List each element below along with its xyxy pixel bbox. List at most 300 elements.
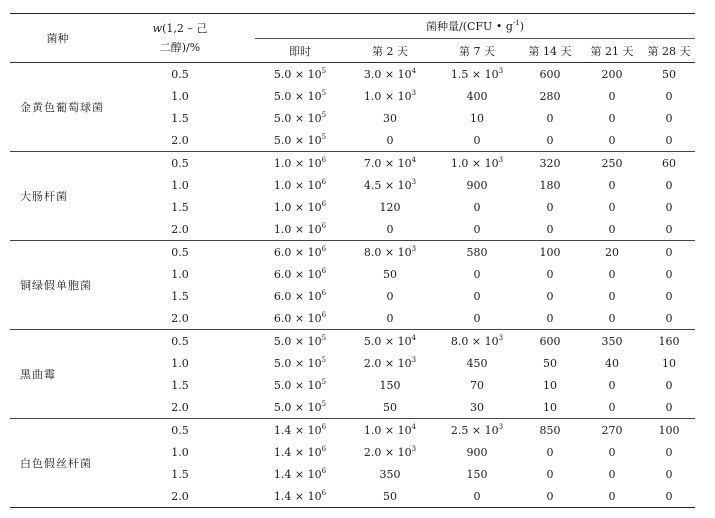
species-name: 白色假丝杆菌	[10, 419, 105, 508]
count-cell	[255, 352, 345, 374]
concentration-cell: 1.5	[171, 111, 189, 125]
count-exponent: 4	[411, 155, 417, 164]
count-value: 5.0 × 10	[363, 334, 412, 348]
count-value: 450	[466, 356, 488, 370]
count-value: 270	[601, 423, 623, 437]
count-exponent: 5	[321, 110, 327, 119]
count-cell	[519, 129, 581, 152]
count-value: 0	[665, 89, 673, 103]
count-value: 1.0 × 10	[273, 200, 322, 214]
count-value: 1.0 × 10	[450, 156, 499, 170]
count-value: 0	[665, 200, 673, 214]
count-cell	[345, 352, 435, 374]
count-cell	[519, 174, 581, 196]
concentration-cell: 2.0	[105, 307, 255, 330]
concentration-cell: 1.5	[171, 467, 189, 481]
header-count-close: )	[519, 20, 524, 33]
concentration-cell: 1.0	[171, 356, 189, 370]
concentration-cell: 0.5	[171, 423, 189, 437]
count-cell	[581, 174, 643, 196]
count-value: 40	[605, 356, 619, 370]
count-value: 320	[539, 156, 561, 170]
header-day: 第 28 天	[643, 39, 695, 63]
count-value: 0	[608, 178, 616, 192]
count-cell	[519, 330, 581, 353]
count-value: 1.4 × 10	[273, 467, 322, 481]
count-value: 0	[608, 111, 616, 125]
table-row	[10, 263, 695, 285]
count-value: 50	[383, 267, 397, 281]
count-cell	[581, 218, 643, 241]
count-value: 1.4 × 10	[273, 445, 322, 459]
count-value: 2.0 × 10	[363, 445, 412, 459]
table-row	[10, 63, 695, 86]
count-cell	[345, 196, 435, 218]
count-value: 30	[470, 400, 484, 414]
count-cell	[519, 441, 581, 463]
count-value: 200	[601, 67, 623, 81]
count-cell	[581, 241, 643, 264]
header-species: 菌种	[10, 14, 105, 63]
concentration-cell: 1.0	[171, 445, 189, 459]
table-row	[10, 419, 695, 442]
count-cell	[643, 218, 695, 241]
count-value: 350	[601, 334, 623, 348]
count-cell	[581, 330, 643, 353]
header-day: 第 7 天	[435, 39, 519, 63]
count-cell	[581, 129, 643, 152]
count-value: 5.0 × 10	[273, 111, 322, 125]
concentration-cell: 1.5	[171, 378, 189, 392]
table-row	[10, 174, 695, 196]
count-value: 0	[608, 289, 616, 303]
count-exponent: 3	[411, 444, 417, 453]
count-cell	[435, 218, 519, 241]
species-name: 铜绿假单胞菌	[10, 241, 105, 330]
count-cell	[643, 196, 695, 218]
count-value: 30	[383, 111, 397, 125]
count-value: 400	[466, 89, 488, 103]
count-cell	[435, 129, 519, 152]
count-exponent: 3	[498, 155, 504, 164]
count-value: 8.0 × 10	[450, 334, 499, 348]
count-cell	[255, 196, 345, 218]
count-cell	[255, 441, 345, 463]
count-cell	[255, 152, 345, 175]
count-exponent: 4	[411, 66, 417, 75]
count-value: 0	[473, 489, 481, 503]
count-cell	[519, 85, 581, 107]
count-cell	[345, 419, 435, 442]
count-exponent: 6	[321, 310, 327, 319]
concentration-cell: 2.0	[105, 129, 255, 152]
count-exponent: 6	[321, 177, 327, 186]
count-exponent: 6	[321, 199, 327, 208]
table-row	[10, 441, 695, 463]
count-value: 2.0 × 10	[363, 356, 412, 370]
count-value: 6.0 × 10	[273, 311, 322, 325]
count-value: 1.4 × 10	[273, 489, 322, 503]
count-cell	[581, 196, 643, 218]
count-cell	[581, 152, 643, 175]
count-cell	[519, 107, 581, 129]
table-row	[10, 107, 695, 129]
count-exponent: 5	[321, 132, 327, 141]
table-row	[10, 196, 695, 218]
count-value: 50	[383, 400, 397, 414]
count-value: 0	[665, 133, 673, 147]
count-value: 0	[665, 467, 673, 481]
count-value: 580	[466, 245, 488, 259]
count-cell	[435, 241, 519, 264]
count-exponent: 5	[321, 399, 327, 408]
table-row	[10, 129, 695, 152]
count-cell	[435, 330, 519, 353]
count-value: 0	[665, 222, 673, 236]
count-cell	[643, 441, 695, 463]
count-cell	[435, 374, 519, 396]
count-cell	[581, 463, 643, 485]
concentration-cell: 0.5	[171, 67, 189, 81]
count-cell	[345, 396, 435, 419]
count-cell	[255, 285, 345, 307]
count-cell	[519, 463, 581, 485]
count-cell	[255, 107, 345, 129]
count-value: 120	[379, 200, 401, 214]
count-cell	[519, 285, 581, 307]
header-day: 第 21 天	[581, 39, 643, 63]
count-cell	[519, 196, 581, 218]
count-value: 6.0 × 10	[273, 245, 322, 259]
count-cell	[643, 152, 695, 175]
count-cell	[519, 307, 581, 330]
count-value: 0	[546, 311, 554, 325]
count-cell	[255, 263, 345, 285]
count-value: 900	[466, 445, 488, 459]
table-row	[10, 374, 695, 396]
table-row	[10, 152, 695, 175]
count-cell	[435, 352, 519, 374]
header-conc-line2: 二醇)/%	[159, 41, 201, 54]
count-exponent: 6	[321, 288, 327, 297]
table-row	[10, 330, 695, 353]
species-name: 黑曲霉	[10, 330, 105, 419]
table-row	[10, 285, 695, 307]
count-cell	[643, 463, 695, 485]
count-exponent: 6	[321, 466, 327, 475]
count-cell	[643, 129, 695, 152]
table-body	[10, 63, 695, 508]
count-cell	[255, 63, 345, 86]
count-value: 0	[473, 133, 481, 147]
data-table-container	[10, 13, 695, 508]
table-row	[10, 485, 695, 508]
count-cell	[581, 419, 643, 442]
count-cell	[581, 107, 643, 129]
count-cell	[255, 419, 345, 442]
count-value: 0	[608, 378, 616, 392]
concentration-cell: 1.5	[171, 289, 189, 303]
count-cell	[435, 419, 519, 442]
count-exponent: 5	[321, 66, 327, 75]
count-value: 100	[658, 423, 680, 437]
count-cell	[519, 263, 581, 285]
count-cell	[581, 441, 643, 463]
count-value: 0	[608, 133, 616, 147]
count-cell	[519, 419, 581, 442]
count-value: 1.0 × 10	[363, 89, 412, 103]
header-count-exp: -1	[512, 19, 520, 27]
concentration-cell: 2.0	[105, 218, 255, 241]
count-value: 0	[608, 311, 616, 325]
count-cell	[519, 152, 581, 175]
count-value: 1.0 × 10	[273, 178, 322, 192]
count-cell	[519, 241, 581, 264]
count-cell	[519, 485, 581, 508]
count-cell	[345, 129, 435, 152]
header-conc-var: w	[152, 22, 163, 35]
concentration-cell: 1.0	[171, 89, 189, 103]
count-value: 0	[665, 245, 673, 259]
count-cell	[255, 241, 345, 264]
header-count-title	[255, 14, 695, 39]
count-value: 4.5 × 10	[363, 178, 412, 192]
count-value: 1.5 × 10	[450, 67, 499, 81]
count-cell	[643, 263, 695, 285]
table-row	[10, 85, 695, 107]
count-cell	[643, 107, 695, 129]
count-value: 0	[608, 89, 616, 103]
header-day: 第 14 天	[519, 39, 581, 63]
count-value: 0	[665, 111, 673, 125]
count-value: 5.0 × 10	[273, 356, 322, 370]
count-exponent: 5	[321, 355, 327, 364]
count-cell	[255, 485, 345, 508]
count-value: 70	[470, 378, 484, 392]
count-cell	[643, 63, 695, 86]
count-cell	[435, 396, 519, 419]
count-exponent: 3	[411, 355, 417, 364]
count-cell	[345, 485, 435, 508]
count-cell	[255, 463, 345, 485]
count-exponent: 4	[411, 333, 417, 342]
count-cell	[435, 463, 519, 485]
count-cell	[345, 218, 435, 241]
count-exponent: 5	[321, 88, 327, 97]
count-cell	[519, 218, 581, 241]
count-cell	[435, 441, 519, 463]
count-cell	[581, 374, 643, 396]
count-value: 900	[466, 178, 488, 192]
concentration-cell: 2.0	[105, 485, 255, 508]
count-value: 0	[608, 467, 616, 481]
count-value: 5.0 × 10	[273, 67, 322, 81]
count-value: 0	[386, 133, 394, 147]
count-exponent: 6	[321, 155, 327, 164]
count-value: 0	[665, 489, 673, 503]
count-value: 0	[608, 200, 616, 214]
count-value: 160	[658, 334, 680, 348]
count-cell	[581, 285, 643, 307]
count-value: 0	[546, 111, 554, 125]
count-cell	[435, 196, 519, 218]
count-exponent: 3	[498, 66, 504, 75]
count-value: 0	[665, 289, 673, 303]
table-row	[10, 218, 695, 241]
count-value: 850	[539, 423, 561, 437]
count-cell	[581, 85, 643, 107]
count-value: 5.0 × 10	[273, 334, 322, 348]
count-exponent: 6	[321, 221, 327, 230]
count-value: 0	[546, 133, 554, 147]
count-value: 3.0 × 10	[363, 67, 412, 81]
header-day: 即时	[255, 39, 345, 63]
count-value: 0	[665, 311, 673, 325]
count-value: 10	[543, 400, 557, 414]
count-exponent: 5	[321, 333, 327, 342]
count-value: 10	[662, 356, 676, 370]
count-value: 0	[473, 311, 481, 325]
count-cell	[643, 330, 695, 353]
count-cell	[255, 174, 345, 196]
count-value: 150	[379, 378, 401, 392]
table-row	[10, 241, 695, 264]
count-value: 0	[665, 267, 673, 281]
count-exponent: 5	[321, 377, 327, 386]
count-value: 0	[546, 445, 554, 459]
count-value: 0	[473, 200, 481, 214]
count-value: 1.4 × 10	[273, 423, 322, 437]
count-cell	[345, 107, 435, 129]
count-cell	[643, 485, 695, 508]
concentration-cell: 2.0	[105, 396, 255, 419]
concentration-cell: 0.5	[171, 334, 189, 348]
count-value: 0	[608, 400, 616, 414]
count-cell	[345, 441, 435, 463]
count-value: 350	[379, 467, 401, 481]
count-value: 5.0 × 10	[273, 378, 322, 392]
table-row	[10, 396, 695, 419]
count-cell	[581, 352, 643, 374]
count-value: 0	[665, 378, 673, 392]
count-cell	[345, 152, 435, 175]
count-value: 1.0 × 10	[363, 423, 412, 437]
count-value: 250	[601, 156, 623, 170]
count-value: 1.0 × 10	[273, 222, 322, 236]
count-cell	[519, 396, 581, 419]
count-cell	[435, 63, 519, 86]
count-value: 8.0 × 10	[363, 245, 412, 259]
count-cell	[519, 352, 581, 374]
count-cell	[435, 307, 519, 330]
count-value: 0	[665, 400, 673, 414]
count-cell	[435, 107, 519, 129]
species-name: 金黄色葡萄球菌	[10, 63, 105, 152]
count-exponent: 4	[411, 422, 417, 431]
count-cell	[643, 374, 695, 396]
table-row	[10, 463, 695, 485]
concentration-cell: 1.0	[171, 267, 189, 281]
count-cell	[435, 174, 519, 196]
count-cell	[581, 307, 643, 330]
count-value: 5.0 × 10	[273, 133, 322, 147]
count-exponent: 6	[321, 488, 327, 497]
count-cell	[643, 174, 695, 196]
species-name: 大肠杆菌	[10, 152, 105, 241]
count-value: 0	[386, 222, 394, 236]
count-exponent: 6	[321, 266, 327, 275]
count-value: 0	[608, 267, 616, 281]
count-cell	[255, 330, 345, 353]
count-cell	[581, 63, 643, 86]
concentration-cell: 0.5	[171, 156, 189, 170]
concentration-cell: 1.5	[171, 200, 189, 214]
count-cell	[255, 396, 345, 419]
count-value: 0	[546, 267, 554, 281]
header-conc-line1: (1,2 – 己	[162, 22, 208, 35]
count-value: 5.0 × 10	[273, 89, 322, 103]
table-row	[10, 307, 695, 330]
count-cell	[345, 307, 435, 330]
count-value: 100	[539, 245, 561, 259]
count-cell	[435, 485, 519, 508]
count-cell	[345, 463, 435, 485]
count-cell	[345, 63, 435, 86]
header-count-text: 菌种量/(CFU • g	[426, 20, 513, 33]
count-value: 50	[662, 67, 676, 81]
count-cell	[435, 85, 519, 107]
concentration-cell: 1.0	[171, 178, 189, 192]
count-value: 7.0 × 10	[363, 156, 412, 170]
count-value: 5.0 × 10	[273, 400, 322, 414]
count-value: 600	[539, 67, 561, 81]
count-cell	[643, 307, 695, 330]
count-exponent: 3	[498, 422, 504, 431]
count-value: 280	[539, 89, 561, 103]
count-value: 0	[473, 267, 481, 281]
count-value: 20	[605, 245, 619, 259]
count-value: 1.0 × 10	[273, 156, 322, 170]
count-cell	[345, 330, 435, 353]
count-cell	[255, 218, 345, 241]
count-value: 6.0 × 10	[273, 289, 322, 303]
count-exponent: 3	[498, 333, 504, 342]
count-value: 180	[539, 178, 561, 192]
count-cell	[345, 374, 435, 396]
count-cell	[643, 285, 695, 307]
count-cell	[643, 396, 695, 419]
table-row	[10, 352, 695, 374]
count-cell	[519, 63, 581, 86]
count-value: 10	[470, 111, 484, 125]
count-cell	[345, 285, 435, 307]
count-value: 0	[546, 467, 554, 481]
count-cell	[643, 419, 695, 442]
count-cell	[345, 85, 435, 107]
count-value: 600	[539, 334, 561, 348]
table-header	[10, 14, 695, 63]
count-value: 0	[473, 222, 481, 236]
count-cell	[345, 241, 435, 264]
header-concentration	[105, 14, 255, 63]
count-exponent: 3	[411, 244, 417, 253]
count-cell	[435, 285, 519, 307]
count-cell	[519, 374, 581, 396]
count-value: 10	[543, 378, 557, 392]
count-value: 0	[386, 289, 394, 303]
count-value: 0	[665, 445, 673, 459]
header-day: 第 2 天	[345, 39, 435, 63]
